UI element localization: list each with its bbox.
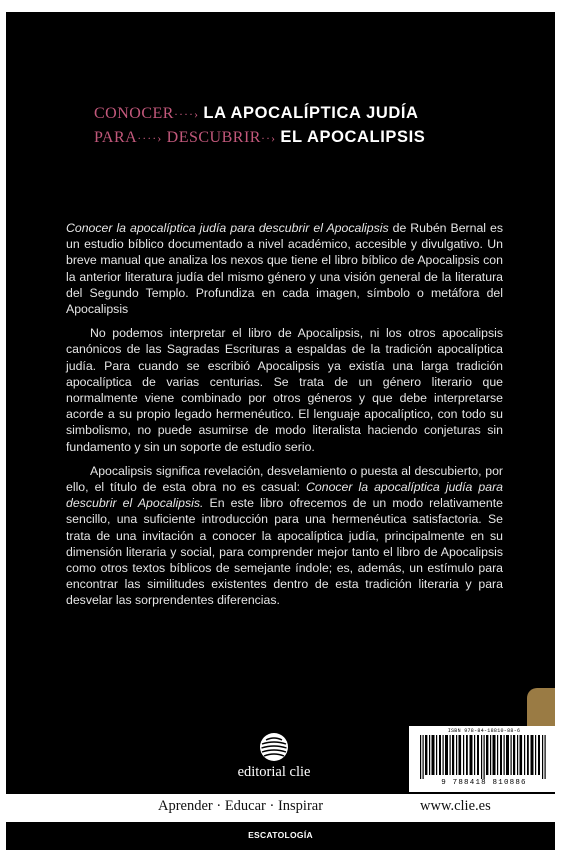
synopsis-paragraph-1 <box>66 220 503 317</box>
book-title-italic: Conocer la apocalíptica judía para descubrir el Apocalipsis. <box>66 480 503 511</box>
isbn-number: 9 788418 810886 <box>441 779 527 787</box>
title-line-2 <box>94 126 514 148</box>
title-line-1 <box>94 102 514 124</box>
title-word-conocer: CONOCER <box>94 105 174 122</box>
synopsis-paragraph-2: No podemos interpretar el libro de Apocalipsis, ni los otros apocalipsis canónicos de las Sagradas Escrituras a espaldas de la tradición apocalíptica judía. Para cuando se escribió Apocalipsis ya existía una larga tradición apocalíptica de varias centurias. Se trata de un género literario que normalmente viene combinado por otros géneros y que debe interpretarse acorde a su propio legado hermenéutico. El lenguaje apocalíptico, con todo su simbolismo, no puede asumirse de modo literalista haciendo conjeturas sin fundamento y sin un soporte de estudio serio. <box>66 326 503 454</box>
paragraph-text: En este libro ofrecemos de un modo relativamente sencillo, una suficiente introducción para una hermenéutica satisfactoria. Se trata de una invitación a conocer la apocalíptica judía, principalmente en su dimensión literaria y social, para comprender mejor tanto el libro de Apocalipsis como otros textos bíblicos de semejante índole; es, además, un estímulo para encontrar las similitudes existentes dentro de esta tradición literaria y para desvelar las sorprendentes diferencias. <box>66 496 503 608</box>
globe-book-icon <box>259 732 289 762</box>
publisher-name: editorial clie <box>237 764 311 780</box>
barcode-icon <box>418 735 550 779</box>
book-title-italic: Conocer la apocalíptica judía para descubrir el Apocalipsis <box>66 221 389 235</box>
isbn-label: ISBN 978-84-18810-88-6 <box>447 728 521 734</box>
paragraph-text: de Rubén Bernal es un estudio bíblico documentado a nivel académico, accesible y divulgativo. Un breve manual que analiza los nexos que tiene el libro bíblico de Apocalipsis con la anterior literatura judía del mismo género y una visión general de la literatura del Segundo Templo. Profundiza en cada imagen, símbolo o metáfora del Apocalipsis <box>66 221 503 317</box>
publisher-logo <box>224 732 324 781</box>
category-label: ESCATOLOGÍA <box>248 830 313 840</box>
synopsis <box>66 220 503 617</box>
publisher-website: www.clie.es <box>420 798 491 814</box>
title-arrow: ····› <box>173 107 199 121</box>
paragraph-text: Apocalipsis significa revelación, desvelamiento o puesta al descubierto, por ello, el título de esta obra no es casual: <box>66 463 503 495</box>
title-word-descubrir: DESCUBRIR <box>166 129 261 146</box>
isbn-barcode-box <box>409 726 555 792</box>
title-block <box>94 102 514 150</box>
title-arrow: ··› <box>260 131 276 145</box>
title-subject: LA APOCALÍPTICA JUDÍA <box>203 104 419 122</box>
title-arrow: ····› <box>137 131 163 145</box>
back-cover <box>6 12 555 850</box>
title-word-para: PARA <box>94 129 138 146</box>
publisher-slogan: Aprender · Educar · Inspirar <box>158 798 324 814</box>
title-object: EL APOCALIPSIS <box>280 128 426 146</box>
synopsis-paragraph-3 <box>66 463 503 609</box>
